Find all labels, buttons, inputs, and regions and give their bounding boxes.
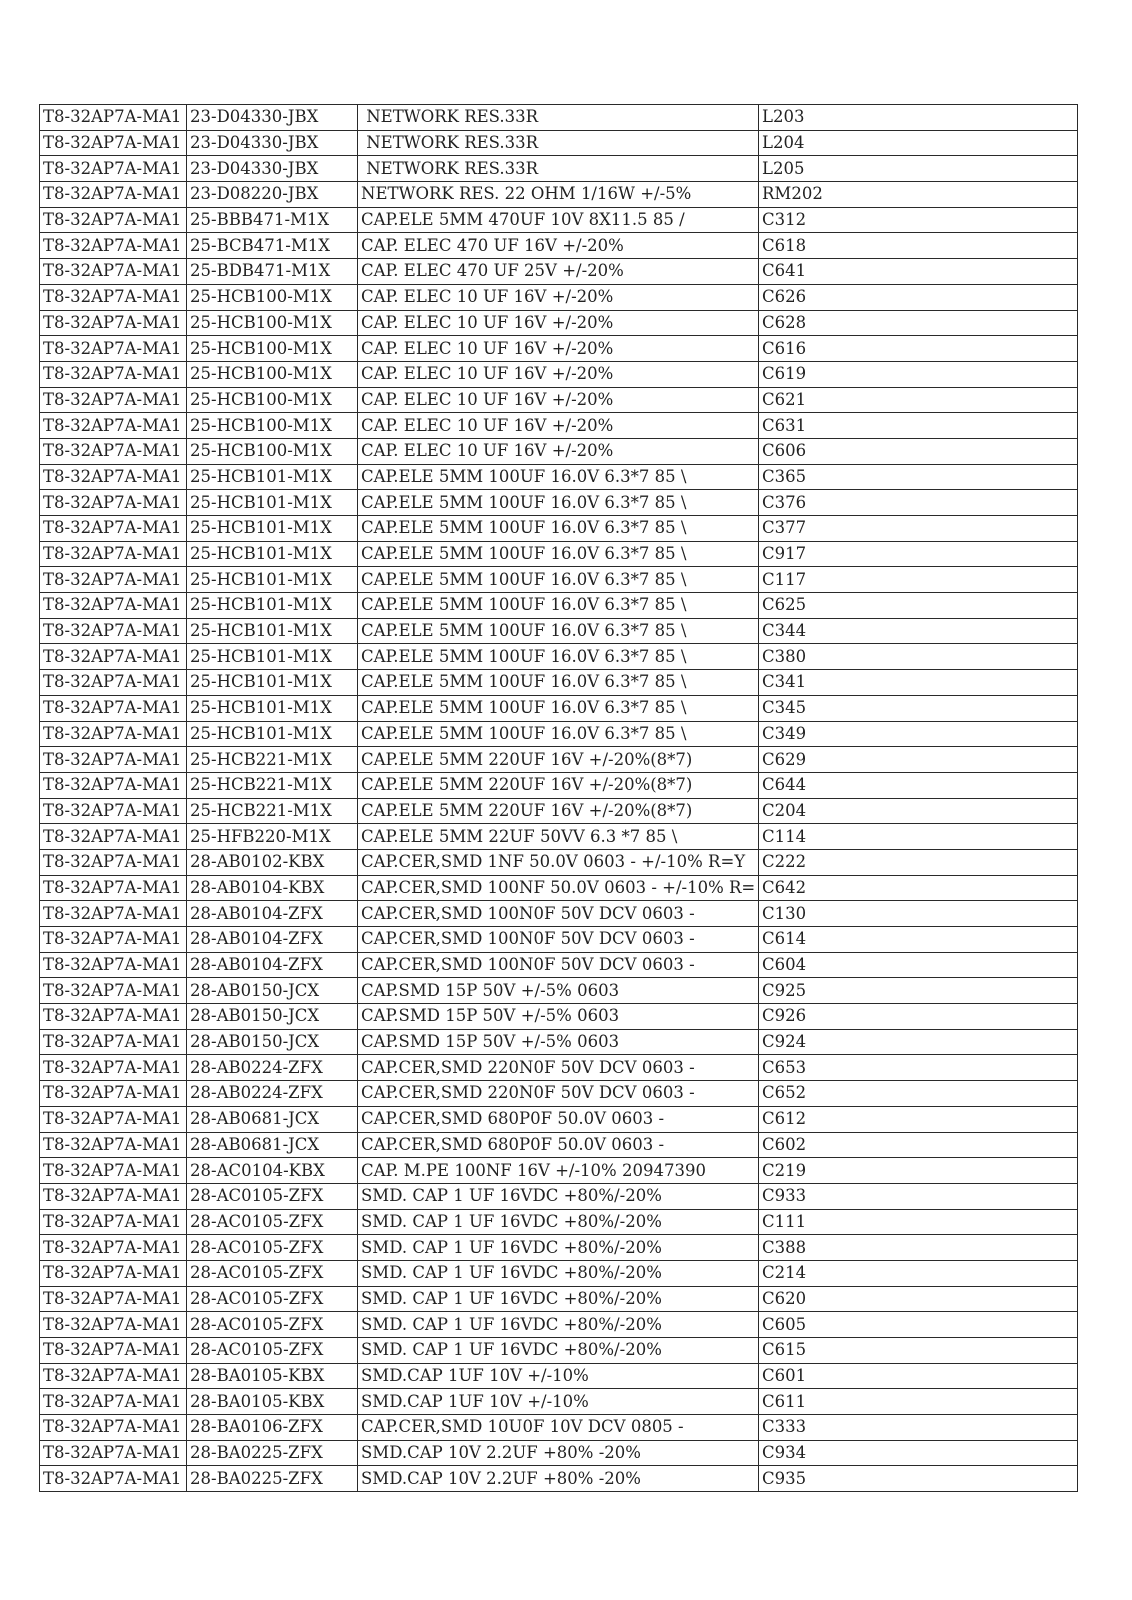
table-row	[40, 130, 1078, 156]
table-row	[40, 156, 1078, 182]
part-number-cell: 28-AB0102-KBX	[187, 849, 358, 875]
part-number-cell: 25-HCB101-M1X	[187, 567, 358, 593]
model-cell: T8-32AP7A-MA1	[40, 824, 187, 850]
model-cell: T8-32AP7A-MA1	[40, 105, 187, 131]
location-cell: C641	[759, 259, 1078, 285]
table-row	[40, 1209, 1078, 1235]
table-row	[40, 1466, 1078, 1492]
part-number-cell: 28-AB0104-ZFX	[187, 927, 358, 953]
location-cell: C312	[759, 207, 1078, 233]
description-cell: CAP. M.PE 100NF 16V +/-10% 20947390	[358, 1158, 759, 1184]
model-cell: T8-32AP7A-MA1	[40, 361, 187, 387]
description-cell: CAP.ELE 5MM 220UF 16V +/-20%(8*7)	[358, 747, 759, 773]
model-cell: T8-32AP7A-MA1	[40, 978, 187, 1004]
model-cell: T8-32AP7A-MA1	[40, 901, 187, 927]
part-number-cell: 28-BA0105-KBX	[187, 1363, 358, 1389]
location-cell: C601	[759, 1363, 1078, 1389]
model-cell: T8-32AP7A-MA1	[40, 695, 187, 721]
part-number-cell: 23-D04330-JBX	[187, 130, 358, 156]
location-cell: C924	[759, 1029, 1078, 1055]
model-cell: T8-32AP7A-MA1	[40, 130, 187, 156]
location-cell: C377	[759, 516, 1078, 542]
description-cell: SMD. CAP 1 UF 16VDC +80%/-20%	[358, 1183, 759, 1209]
description-cell: SMD. CAP 1 UF 16VDC +80%/-20%	[358, 1235, 759, 1261]
part-number-cell: 25-HCB100-M1X	[187, 284, 358, 310]
part-number-cell: 25-HFB220-M1X	[187, 824, 358, 850]
location-cell: C926	[759, 1004, 1078, 1030]
model-cell: T8-32AP7A-MA1	[40, 1055, 187, 1081]
model-cell: T8-32AP7A-MA1	[40, 259, 187, 285]
part-number-cell: 28-AB0681-JCX	[187, 1132, 358, 1158]
part-number-cell: 28-AC0105-ZFX	[187, 1286, 358, 1312]
table-row	[40, 1183, 1078, 1209]
part-number-cell: 25-HCB100-M1X	[187, 336, 358, 362]
part-number-cell: 25-HCB101-M1X	[187, 516, 358, 542]
part-number-cell: 25-HCB100-M1X	[187, 413, 358, 439]
location-cell: C341	[759, 670, 1078, 696]
location-cell: RM202	[759, 182, 1078, 208]
model-cell: T8-32AP7A-MA1	[40, 1004, 187, 1030]
table-row	[40, 644, 1078, 670]
table-row	[40, 1363, 1078, 1389]
table-row	[40, 310, 1078, 336]
part-number-cell: 25-HCB101-M1X	[187, 618, 358, 644]
part-number-cell: 25-HCB100-M1X	[187, 438, 358, 464]
description-cell: CAP.ELE 5MM 220UF 16V +/-20%(8*7)	[358, 772, 759, 798]
table-row	[40, 387, 1078, 413]
model-cell: T8-32AP7A-MA1	[40, 1389, 187, 1415]
model-cell: T8-32AP7A-MA1	[40, 1132, 187, 1158]
description-cell: CAP. ELEC 10 UF 16V +/-20%	[358, 284, 759, 310]
part-number-cell: 25-HCB101-M1X	[187, 695, 358, 721]
model-cell: T8-32AP7A-MA1	[40, 644, 187, 670]
description-cell: CAP.CER,SMD 220N0F 50V DCV 0603 -	[358, 1055, 759, 1081]
description-cell: CAP.CER,SMD 10U0F 10V DCV 0805 -	[358, 1415, 759, 1441]
model-cell: T8-32AP7A-MA1	[40, 927, 187, 953]
table-row	[40, 567, 1078, 593]
description-cell: CAP.CER,SMD 100N0F 50V DCV 0603 -	[358, 901, 759, 927]
description-cell: CAP. ELEC 10 UF 16V +/-20%	[358, 361, 759, 387]
model-cell: T8-32AP7A-MA1	[40, 156, 187, 182]
table-row	[40, 1338, 1078, 1364]
location-cell: C628	[759, 310, 1078, 336]
model-cell: T8-32AP7A-MA1	[40, 516, 187, 542]
model-cell: T8-32AP7A-MA1	[40, 541, 187, 567]
description-cell: SMD. CAP 1 UF 16VDC +80%/-20%	[358, 1260, 759, 1286]
part-number-cell: 23-D04330-JBX	[187, 105, 358, 131]
description-cell: NETWORK RES. 22 OHM 1/16W +/-5%	[358, 182, 759, 208]
table-row	[40, 233, 1078, 259]
part-number-cell: 25-HCB101-M1X	[187, 490, 358, 516]
table-row	[40, 490, 1078, 516]
table-row	[40, 695, 1078, 721]
part-number-cell: 25-HCB101-M1X	[187, 644, 358, 670]
location-cell: C620	[759, 1286, 1078, 1312]
description-cell: CAP. ELEC 10 UF 16V +/-20%	[358, 387, 759, 413]
description-cell: CAP.CER,SMD 100N0F 50V DCV 0603 -	[358, 952, 759, 978]
part-number-cell: 25-HCB101-M1X	[187, 593, 358, 619]
location-cell: C333	[759, 1415, 1078, 1441]
location-cell: C204	[759, 798, 1078, 824]
model-cell: T8-32AP7A-MA1	[40, 336, 187, 362]
description-cell: CAP.ELE 5MM 470UF 10V 8X11.5 85 /	[358, 207, 759, 233]
part-number-cell: 28-AC0105-ZFX	[187, 1312, 358, 1338]
model-cell: T8-32AP7A-MA1	[40, 618, 187, 644]
location-cell: C625	[759, 593, 1078, 619]
description-cell: SMD.CAP 10V 2.2UF +80% -20%	[358, 1440, 759, 1466]
model-cell: T8-32AP7A-MA1	[40, 1158, 187, 1184]
description-cell: SMD.CAP 1UF 10V +/-10%	[358, 1363, 759, 1389]
part-number-cell: 28-AB0224-ZFX	[187, 1055, 358, 1081]
model-cell: T8-32AP7A-MA1	[40, 875, 187, 901]
part-number-cell: 25-HCB101-M1X	[187, 721, 358, 747]
location-cell: C934	[759, 1440, 1078, 1466]
description-cell: CAP.ELE 5MM 100UF 16.0V 6.3*7 85 \	[358, 695, 759, 721]
model-cell: T8-32AP7A-MA1	[40, 1286, 187, 1312]
table-row	[40, 1260, 1078, 1286]
model-cell: T8-32AP7A-MA1	[40, 1183, 187, 1209]
model-cell: T8-32AP7A-MA1	[40, 1209, 187, 1235]
location-cell: C933	[759, 1183, 1078, 1209]
part-number-cell: 25-HCB101-M1X	[187, 464, 358, 490]
location-cell: C380	[759, 644, 1078, 670]
location-cell: C618	[759, 233, 1078, 259]
part-number-cell: 25-BCB471-M1X	[187, 233, 358, 259]
table-row	[40, 1106, 1078, 1132]
description-cell: CAP.ELE 5MM 100UF 16.0V 6.3*7 85 \	[358, 464, 759, 490]
description-cell: SMD. CAP 1 UF 16VDC +80%/-20%	[358, 1209, 759, 1235]
description-cell: CAP.ELE 5MM 220UF 16V +/-20%(8*7)	[358, 798, 759, 824]
model-cell: T8-32AP7A-MA1	[40, 284, 187, 310]
model-cell: T8-32AP7A-MA1	[40, 1363, 187, 1389]
part-number-cell: 28-AC0104-KBX	[187, 1158, 358, 1184]
location-cell: C345	[759, 695, 1078, 721]
table-row	[40, 1389, 1078, 1415]
part-number-cell: 28-AB0150-JCX	[187, 1029, 358, 1055]
table-row	[40, 772, 1078, 798]
model-cell: T8-32AP7A-MA1	[40, 1415, 187, 1441]
table-row	[40, 207, 1078, 233]
description-cell: CAP. ELEC 10 UF 16V +/-20%	[358, 336, 759, 362]
location-cell: C349	[759, 721, 1078, 747]
description-cell: CAP.ELE 5MM 100UF 16.0V 6.3*7 85 \	[358, 516, 759, 542]
model-cell: T8-32AP7A-MA1	[40, 1260, 187, 1286]
location-cell: C117	[759, 567, 1078, 593]
description-cell: CAP.ELE 5MM 100UF 16.0V 6.3*7 85 \	[358, 567, 759, 593]
location-cell: C614	[759, 927, 1078, 953]
table-row	[40, 721, 1078, 747]
model-cell: T8-32AP7A-MA1	[40, 670, 187, 696]
table-row	[40, 1004, 1078, 1030]
location-cell: C653	[759, 1055, 1078, 1081]
table-row	[40, 927, 1078, 953]
model-cell: T8-32AP7A-MA1	[40, 207, 187, 233]
table-row	[40, 670, 1078, 696]
model-cell: T8-32AP7A-MA1	[40, 1081, 187, 1107]
location-cell: C222	[759, 849, 1078, 875]
description-cell: CAP.CER,SMD 100NF 50.0V 0603 - +/-10% R=	[358, 875, 759, 901]
part-number-cell: 28-AC0105-ZFX	[187, 1338, 358, 1364]
location-cell: C619	[759, 361, 1078, 387]
table-row	[40, 1081, 1078, 1107]
part-number-cell: 25-HCB221-M1X	[187, 798, 358, 824]
location-cell: C344	[759, 618, 1078, 644]
part-number-cell: 28-AC0105-ZFX	[187, 1235, 358, 1261]
part-number-cell: 28-AB0104-ZFX	[187, 901, 358, 927]
table-row	[40, 336, 1078, 362]
part-number-cell: 25-HCB100-M1X	[187, 310, 358, 336]
location-cell: C642	[759, 875, 1078, 901]
table-row	[40, 618, 1078, 644]
description-cell: CAP.ELE 5MM 100UF 16.0V 6.3*7 85 \	[358, 541, 759, 567]
location-cell: L205	[759, 156, 1078, 182]
table-row	[40, 747, 1078, 773]
table-row	[40, 516, 1078, 542]
table-row	[40, 593, 1078, 619]
part-number-cell: 28-BA0106-ZFX	[187, 1415, 358, 1441]
location-cell: C219	[759, 1158, 1078, 1184]
table-row	[40, 1286, 1078, 1312]
part-number-cell: 25-BDB471-M1X	[187, 259, 358, 285]
table-row	[40, 1235, 1078, 1261]
part-number-cell: 28-AB0150-JCX	[187, 1004, 358, 1030]
description-cell: NETWORK RES.33R	[358, 130, 759, 156]
location-cell: C917	[759, 541, 1078, 567]
model-cell: T8-32AP7A-MA1	[40, 772, 187, 798]
part-number-cell: 25-HCB221-M1X	[187, 772, 358, 798]
description-cell: SMD.CAP 10V 2.2UF +80% -20%	[358, 1466, 759, 1492]
location-cell: C606	[759, 438, 1078, 464]
part-number-cell: 25-HCB100-M1X	[187, 387, 358, 413]
description-cell: CAP.ELE 5MM 100UF 16.0V 6.3*7 85 \	[358, 721, 759, 747]
table-row	[40, 182, 1078, 208]
model-cell: T8-32AP7A-MA1	[40, 413, 187, 439]
description-cell: CAP.ELE 5MM 100UF 16.0V 6.3*7 85 \	[358, 644, 759, 670]
table-row	[40, 952, 1078, 978]
description-cell: CAP.SMD 15P 50V +/-5% 0603	[358, 978, 759, 1004]
location-cell: C611	[759, 1389, 1078, 1415]
table-row	[40, 1440, 1078, 1466]
model-cell: T8-32AP7A-MA1	[40, 387, 187, 413]
location-cell: C214	[759, 1260, 1078, 1286]
bom-table	[39, 104, 1078, 1492]
model-cell: T8-32AP7A-MA1	[40, 1338, 187, 1364]
description-cell: CAP. ELEC 470 UF 16V +/-20%	[358, 233, 759, 259]
description-cell: CAP.CER,SMD 220N0F 50V DCV 0603 -	[358, 1081, 759, 1107]
table-row	[40, 438, 1078, 464]
part-number-cell: 28-AC0105-ZFX	[187, 1260, 358, 1286]
location-cell: C602	[759, 1132, 1078, 1158]
description-cell: CAP.ELE 5MM 100UF 16.0V 6.3*7 85 \	[358, 490, 759, 516]
table-row	[40, 259, 1078, 285]
location-cell: C365	[759, 464, 1078, 490]
description-cell: CAP. ELEC 10 UF 16V +/-20%	[358, 413, 759, 439]
description-cell: NETWORK RES.33R	[358, 105, 759, 131]
model-cell: T8-32AP7A-MA1	[40, 1440, 187, 1466]
table-row	[40, 849, 1078, 875]
bom-table-body	[40, 105, 1078, 1492]
model-cell: T8-32AP7A-MA1	[40, 747, 187, 773]
table-row	[40, 1132, 1078, 1158]
part-number-cell: 28-AC0105-ZFX	[187, 1209, 358, 1235]
table-row	[40, 105, 1078, 131]
table-row	[40, 413, 1078, 439]
location-cell: C629	[759, 747, 1078, 773]
location-cell: C935	[759, 1466, 1078, 1492]
model-cell: T8-32AP7A-MA1	[40, 1106, 187, 1132]
description-cell: CAP.CER,SMD 680P0F 50.0V 0603 -	[358, 1106, 759, 1132]
model-cell: T8-32AP7A-MA1	[40, 233, 187, 259]
description-cell: CAP.SMD 15P 50V +/-5% 0603	[358, 1004, 759, 1030]
model-cell: T8-32AP7A-MA1	[40, 593, 187, 619]
table-row	[40, 1415, 1078, 1441]
table-row	[40, 1158, 1078, 1184]
description-cell: CAP.CER,SMD 680P0F 50.0V 0603 -	[358, 1132, 759, 1158]
part-number-cell: 23-D08220-JBX	[187, 182, 358, 208]
part-number-cell: 28-BA0225-ZFX	[187, 1440, 358, 1466]
location-cell: C130	[759, 901, 1078, 927]
model-cell: T8-32AP7A-MA1	[40, 182, 187, 208]
model-cell: T8-32AP7A-MA1	[40, 1312, 187, 1338]
location-cell: C111	[759, 1209, 1078, 1235]
part-number-cell: 28-BA0225-ZFX	[187, 1466, 358, 1492]
location-cell: C621	[759, 387, 1078, 413]
model-cell: T8-32AP7A-MA1	[40, 567, 187, 593]
part-number-cell: 28-AB0224-ZFX	[187, 1081, 358, 1107]
table-row	[40, 284, 1078, 310]
table-row	[40, 464, 1078, 490]
description-cell: SMD.CAP 1UF 10V +/-10%	[358, 1389, 759, 1415]
model-cell: T8-32AP7A-MA1	[40, 952, 187, 978]
location-cell: C388	[759, 1235, 1078, 1261]
part-number-cell: 23-D04330-JBX	[187, 156, 358, 182]
model-cell: T8-32AP7A-MA1	[40, 1466, 187, 1492]
part-number-cell: 28-AB0681-JCX	[187, 1106, 358, 1132]
part-number-cell: 25-HCB100-M1X	[187, 361, 358, 387]
description-cell: CAP.ELE 5MM 100UF 16.0V 6.3*7 85 \	[358, 670, 759, 696]
part-number-cell: 25-HCB221-M1X	[187, 747, 358, 773]
description-cell: CAP. ELEC 470 UF 25V +/-20%	[358, 259, 759, 285]
model-cell: T8-32AP7A-MA1	[40, 798, 187, 824]
model-cell: T8-32AP7A-MA1	[40, 438, 187, 464]
description-cell: SMD. CAP 1 UF 16VDC +80%/-20%	[358, 1286, 759, 1312]
description-cell: CAP. ELEC 10 UF 16V +/-20%	[358, 438, 759, 464]
model-cell: T8-32AP7A-MA1	[40, 490, 187, 516]
location-cell: L203	[759, 105, 1078, 131]
table-row	[40, 1055, 1078, 1081]
part-number-cell: 28-AB0104-KBX	[187, 875, 358, 901]
location-cell: C925	[759, 978, 1078, 1004]
location-cell: C114	[759, 824, 1078, 850]
location-cell: C644	[759, 772, 1078, 798]
description-cell: CAP.ELE 5MM 100UF 16.0V 6.3*7 85 \	[358, 618, 759, 644]
description-cell: CAP.CER,SMD 1NF 50.0V 0603 - +/-10% R=Y	[358, 849, 759, 875]
location-cell: C652	[759, 1081, 1078, 1107]
table-row	[40, 978, 1078, 1004]
model-cell: T8-32AP7A-MA1	[40, 849, 187, 875]
location-cell: C615	[759, 1338, 1078, 1364]
description-cell: SMD. CAP 1 UF 16VDC +80%/-20%	[358, 1312, 759, 1338]
table-row	[40, 901, 1078, 927]
model-cell: T8-32AP7A-MA1	[40, 464, 187, 490]
location-cell: C631	[759, 413, 1078, 439]
table-row	[40, 875, 1078, 901]
location-cell: C616	[759, 336, 1078, 362]
description-cell: CAP.CER,SMD 100N0F 50V DCV 0603 -	[358, 927, 759, 953]
description-cell: NETWORK RES.33R	[358, 156, 759, 182]
description-cell: CAP. ELEC 10 UF 16V +/-20%	[358, 310, 759, 336]
part-number-cell: 28-BA0105-KBX	[187, 1389, 358, 1415]
location-cell: L204	[759, 130, 1078, 156]
location-cell: C604	[759, 952, 1078, 978]
location-cell: C626	[759, 284, 1078, 310]
location-cell: C376	[759, 490, 1078, 516]
part-number-cell: 25-HCB101-M1X	[187, 541, 358, 567]
table-row	[40, 1029, 1078, 1055]
part-number-cell: 25-BBB471-M1X	[187, 207, 358, 233]
table-row	[40, 798, 1078, 824]
part-number-cell: 28-AB0104-ZFX	[187, 952, 358, 978]
model-cell: T8-32AP7A-MA1	[40, 1029, 187, 1055]
part-number-cell: 28-AC0105-ZFX	[187, 1183, 358, 1209]
table-row	[40, 1312, 1078, 1338]
model-cell: T8-32AP7A-MA1	[40, 1235, 187, 1261]
description-cell: SMD. CAP 1 UF 16VDC +80%/-20%	[358, 1338, 759, 1364]
table-row	[40, 824, 1078, 850]
model-cell: T8-32AP7A-MA1	[40, 310, 187, 336]
model-cell: T8-32AP7A-MA1	[40, 721, 187, 747]
location-cell: C605	[759, 1312, 1078, 1338]
description-cell: CAP.ELE 5MM 100UF 16.0V 6.3*7 85 \	[358, 593, 759, 619]
description-cell: CAP.SMD 15P 50V +/-5% 0603	[358, 1029, 759, 1055]
table-row	[40, 361, 1078, 387]
table-row	[40, 541, 1078, 567]
description-cell: CAP.ELE 5MM 22UF 50VV 6.3 *7 85 \	[358, 824, 759, 850]
part-number-cell: 28-AB0150-JCX	[187, 978, 358, 1004]
location-cell: C612	[759, 1106, 1078, 1132]
part-number-cell: 25-HCB101-M1X	[187, 670, 358, 696]
